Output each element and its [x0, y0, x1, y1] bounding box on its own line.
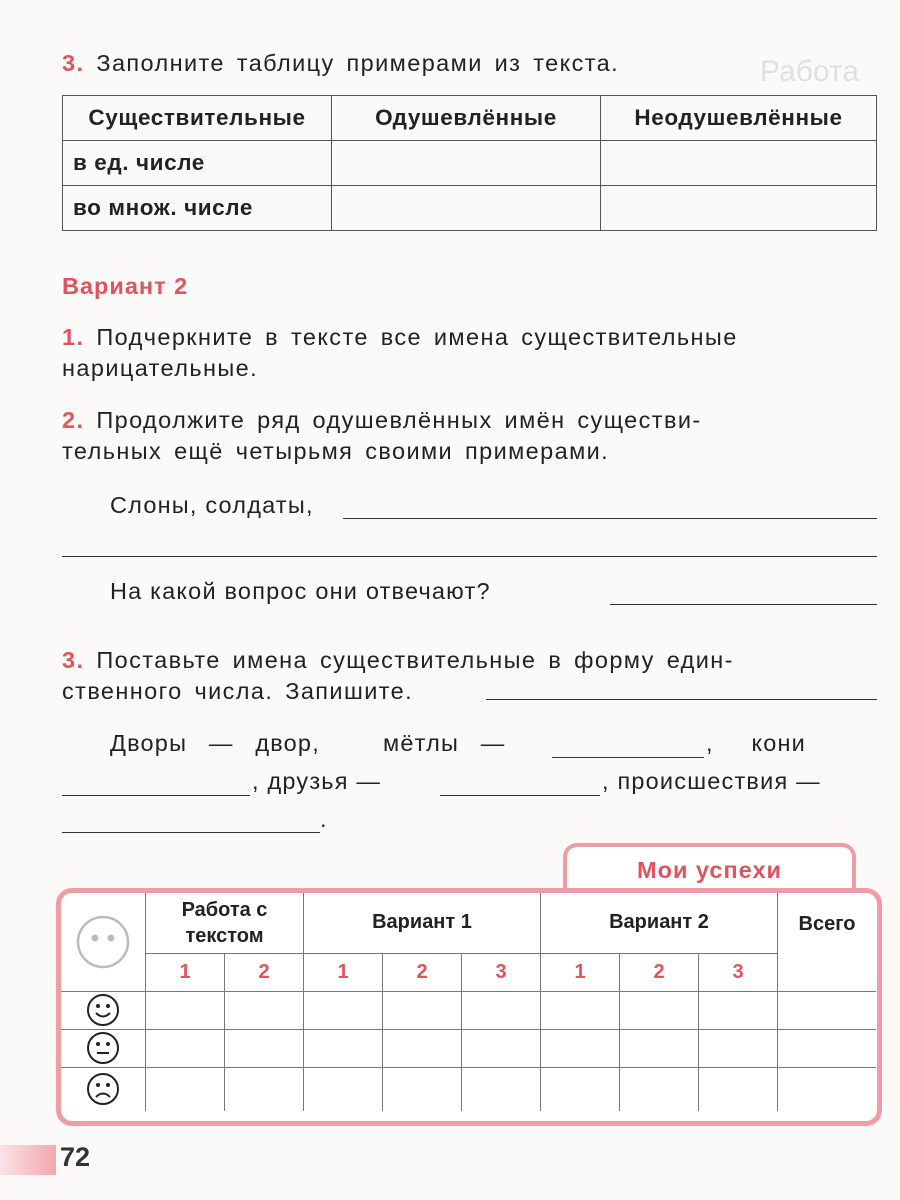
task-text-line1: Подчеркните в тексте все имена существительные: [96, 324, 738, 350]
task-text-line1: Поставьте имена существительные в форму един-: [96, 647, 734, 673]
answer-line[interactable]: [62, 556, 877, 557]
score-cell[interactable]: [462, 1029, 541, 1067]
header-inanimate: Неодушевлённые: [601, 96, 877, 141]
score-cell[interactable]: [225, 991, 304, 1029]
success-frame: [56, 888, 882, 1126]
score-cell[interactable]: [620, 1067, 699, 1111]
score-cell[interactable]: [383, 1029, 462, 1067]
end-dot: .: [320, 806, 328, 832]
answer-line[interactable]: [486, 699, 877, 700]
header-variant1: Вариант 1: [304, 893, 541, 953]
score-cell[interactable]: [304, 991, 383, 1029]
task-number: 1.: [62, 324, 85, 350]
neutral-face-icon: [75, 914, 131, 970]
header-total: Всего: [778, 893, 877, 991]
answer-line[interactable]: [610, 604, 877, 605]
score-cell[interactable]: [146, 991, 225, 1029]
score-cell[interactable]: [541, 1029, 620, 1067]
task-text-line2: ственного числа. Запишите.: [62, 678, 414, 704]
task-text-line2: тельных ещё четырьмя своими примерами.: [62, 438, 610, 464]
v2-task2: [62, 405, 702, 467]
page-number-bar: [0, 1145, 56, 1175]
neutral-face-cell: [61, 1029, 146, 1067]
variant-2-title: Вариант 2: [62, 273, 189, 299]
header-rabota: Работа с текстом: [146, 893, 304, 953]
sub-col: 3: [699, 953, 778, 991]
score-cell[interactable]: [699, 1067, 778, 1111]
score-cell[interactable]: [778, 1067, 877, 1111]
answer-cell[interactable]: [332, 186, 601, 231]
sad-face-cell: [61, 1067, 146, 1111]
score-cell[interactable]: [699, 991, 778, 1029]
row-singular: в ед. числе: [63, 141, 332, 186]
task-number: 3.: [62, 647, 85, 673]
sub-col: 3: [462, 953, 541, 991]
score-cell[interactable]: [620, 1029, 699, 1067]
answer-line[interactable]: [343, 518, 877, 519]
row-plural: во множ. числе: [63, 186, 332, 231]
header-animate: Одушевлённые: [332, 96, 601, 141]
example-dvory: Дворы — двор,: [110, 730, 320, 756]
score-cell[interactable]: [778, 1029, 877, 1067]
success-table: [61, 893, 876, 1111]
happy-face-icon: [86, 993, 120, 1027]
neutral-face-cell: [61, 893, 146, 991]
score-cell[interactable]: [225, 1067, 304, 1111]
score-cell[interactable]: [778, 991, 877, 1029]
task-text: Заполните таблицу примерами из текста.: [96, 50, 620, 76]
neutral-mouth-face-icon: [86, 1031, 120, 1065]
example-druzya: , друзья —: [252, 768, 382, 794]
task-number: 2.: [62, 407, 85, 433]
answer-line[interactable]: [62, 795, 250, 796]
question-text: На какой вопрос они отвечают?: [110, 578, 491, 604]
task-number: 3.: [62, 50, 85, 76]
header-nouns: Существительные: [63, 96, 332, 141]
sad-face-icon: [86, 1072, 120, 1106]
sub-col: 2: [620, 953, 699, 991]
score-cell[interactable]: [225, 1029, 304, 1067]
task3-top: [62, 48, 619, 79]
header-variant2: Вариант 2: [541, 893, 778, 953]
answer-line[interactable]: [552, 757, 704, 758]
score-cell[interactable]: [699, 1029, 778, 1067]
happy-face-cell: [61, 991, 146, 1029]
task-text-line1: Продолжите ряд одушевлённых имён существи-: [96, 407, 702, 433]
example-metly: мётлы —: [383, 730, 506, 756]
answer-cell[interactable]: [601, 141, 877, 186]
task-text-line2: нарицательные.: [62, 355, 259, 381]
sub-col: 1: [541, 953, 620, 991]
score-cell[interactable]: [620, 991, 699, 1029]
answer-line[interactable]: [62, 832, 320, 833]
score-cell[interactable]: [304, 1029, 383, 1067]
examples-table: [62, 95, 877, 231]
score-cell[interactable]: [146, 1029, 225, 1067]
example-proishestviya: , происшествия —: [602, 768, 821, 794]
score-cell[interactable]: [146, 1067, 225, 1111]
score-cell[interactable]: [304, 1067, 383, 1111]
example-koni: , кони: [706, 730, 806, 756]
sub-col: 2: [383, 953, 462, 991]
sub-col: 1: [304, 953, 383, 991]
answer-cell[interactable]: [601, 186, 877, 231]
score-cell[interactable]: [383, 1067, 462, 1111]
answer-line[interactable]: [440, 795, 600, 796]
score-cell[interactable]: [541, 1067, 620, 1111]
v2-task3: [62, 645, 734, 707]
score-cell[interactable]: [462, 1067, 541, 1111]
answer-cell[interactable]: [332, 141, 601, 186]
success-title: Мои успехи: [637, 857, 782, 883]
score-cell[interactable]: [541, 991, 620, 1029]
sub-col: 1: [146, 953, 225, 991]
bleed-through-text: Работа: [760, 55, 859, 88]
page-number: 72: [60, 1142, 91, 1172]
sub-col: 2: [225, 953, 304, 991]
v2-task1: [62, 322, 738, 384]
score-cell[interactable]: [462, 991, 541, 1029]
example-start: Слоны, солдаты,: [110, 492, 314, 518]
score-cell[interactable]: [383, 991, 462, 1029]
